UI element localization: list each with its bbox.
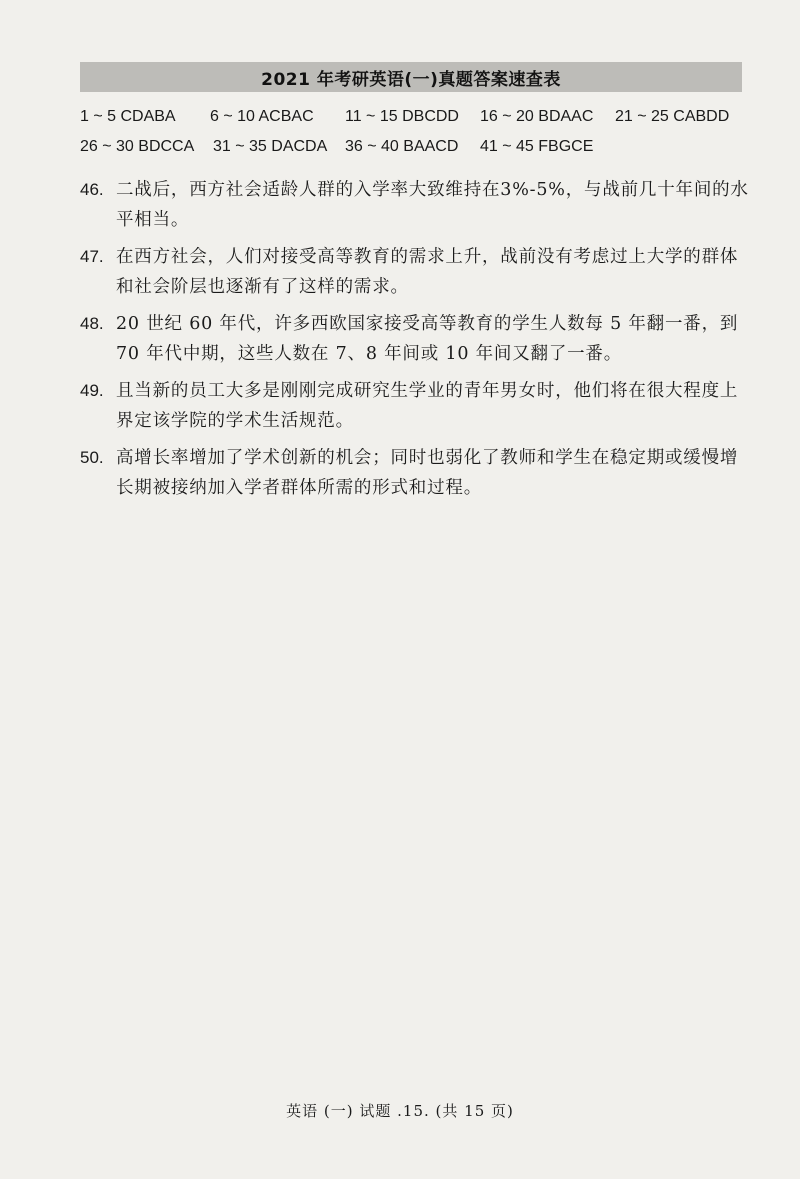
translation-list: [80, 175, 750, 510]
item-number: 48.: [80, 314, 104, 333]
item-number: 46.: [80, 180, 104, 199]
list-item: [80, 242, 750, 302]
answer-group: 21 ~ 25 CABDD: [615, 108, 730, 125]
answer-group: 11 ~ 15 DBCDD: [345, 108, 459, 125]
answer-group: 31 ~ 35 DACDA: [213, 138, 328, 155]
answer-row-1: [80, 108, 750, 132]
item-text: 20 世纪 60 年代，许多西欧国家接受高等教育的学生人数每 5 年翻一番，到 70 年代中期，这些人数在 7、8 年间或 10 年间又翻了一番。: [116, 314, 739, 364]
page-title: 2021 年考研英语(一)真题答案速查表: [261, 69, 561, 90]
answer-group: 1 ~ 5 CDABA: [80, 108, 176, 125]
answer-group: 6 ~ 10 ACBAC: [210, 108, 314, 125]
item-number: 50.: [80, 448, 104, 467]
item-text: 高增长率增加了学术创新的机会；同时也弱化了教师和学生在稳定期或缓慢增长期被接纳加入学者群体所需的形式和过程。: [116, 448, 739, 498]
item-number: 49.: [80, 381, 104, 400]
item-text: 二战后，西方社会适龄人群的入学率大致维持在3%-5%，与战前几十年间的水平相当。: [116, 180, 749, 230]
list-item: [80, 309, 750, 369]
item-text: 在西方社会，人们对接受高等教育的需求上升，战前没有考虑过上大学的群体和社会阶层也逐渐有了这样的需求。: [116, 247, 739, 297]
answer-group: 36 ~ 40 BAACD: [345, 138, 459, 155]
item-text: 且当新的员工大多是刚刚完成研究生学业的青年男女时，他们将在很大程度上界定该学院的学术生活规范。: [116, 381, 739, 431]
page-footer: 英语 (一) 试题 .15. (共 15 页): [286, 1102, 514, 1120]
answer-group: 26 ~ 30 BDCCA: [80, 138, 195, 155]
list-item: [80, 376, 750, 436]
title-bar: [80, 62, 742, 92]
answer-group: 41 ~ 45 FBGCE: [480, 138, 594, 155]
answer-group: 16 ~ 20 BDAAC: [480, 108, 594, 125]
list-item: [80, 443, 750, 503]
item-number: 47.: [80, 247, 104, 266]
list-item: [80, 175, 750, 235]
answer-row-2: [80, 138, 750, 162]
